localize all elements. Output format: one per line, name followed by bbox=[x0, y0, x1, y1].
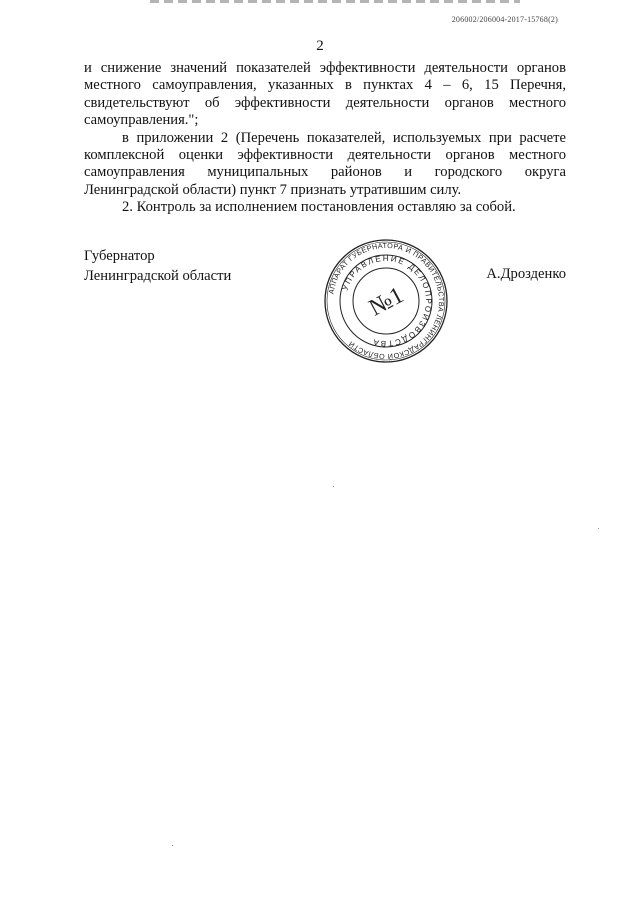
official-seal bbox=[323, 238, 449, 364]
scan-speck bbox=[598, 528, 599, 529]
page-number: 2 bbox=[316, 38, 324, 54]
paragraph-continuation: и снижение значений показателей эффективности деятельности органов местного самоуправления, указанных в пунктах 4 – 6, 15 Перечня, свидетельствуют об эффективности деятельности органов местного самоуправления."; bbox=[84, 60, 566, 129]
seal-inner-text: УПРАВЛЕНИЕ ДЕЛОПРОИЗВОДСТВА bbox=[340, 253, 434, 349]
document-body bbox=[84, 60, 566, 217]
paragraph-control: 2. Контроль за исполнением постановления оставляю за собой. bbox=[122, 199, 516, 216]
signatory-position-line-1: Губернатор bbox=[84, 248, 155, 264]
signatory-position-line-2: Ленинградской области bbox=[84, 268, 232, 284]
seal-center-number: №1 bbox=[364, 282, 408, 322]
paragraph-appendix-2: в приложении 2 (Перечень показателей, используемых при расчете комплексной оценки эффективности деятельности органов местного самоуправления муниципальных районов и городского округа Ленинградской области) пункт 7 признать утратившим силу. bbox=[84, 129, 566, 198]
scan-header-line bbox=[150, 0, 520, 3]
signatory-position bbox=[84, 246, 231, 286]
document-id: 206002/206004-2017-15768(2) bbox=[451, 15, 558, 24]
scan-speck bbox=[333, 486, 334, 487]
seal-outer-text: АППАРАТ ГУБЕРНАТОРА И ПРАВИТЕЛЬСТВА ЛЕНИНГРАДСКОЙ ОБЛАСТИ bbox=[326, 240, 447, 362]
scan-speck bbox=[172, 845, 173, 846]
signatory-name: А.Дрозденко bbox=[486, 266, 566, 282]
